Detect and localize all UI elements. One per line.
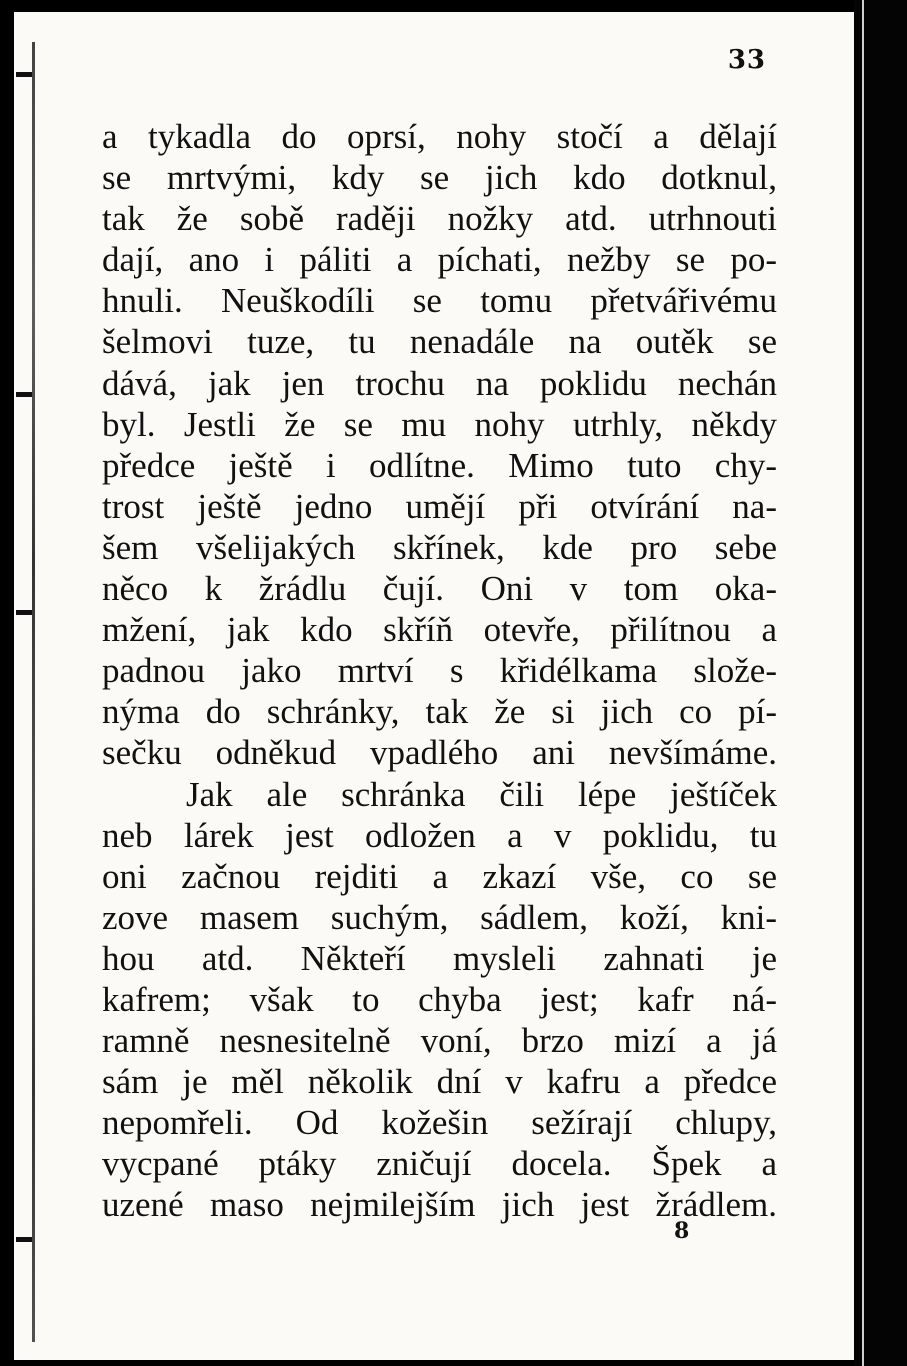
text-line: předce ještě i odlítne. Mimo tuto chy-	[102, 445, 777, 485]
text-line: vycpané ptáky zničují docela. Špek a	[102, 1144, 777, 1184]
gutter-mark	[16, 392, 32, 397]
book-page	[14, 12, 854, 1360]
text-line: dává, jak jen trochu na poklidu nechán	[102, 363, 777, 403]
text-line: tak že sobě raději nožky atd. utrhnouti	[102, 199, 777, 239]
gutter-edge	[32, 42, 35, 1342]
signature-mark: 8	[674, 1218, 690, 1244]
text-line: kafrem; však to chyba jest; kafr ná-	[102, 979, 777, 1019]
text-line: sám je měl několik dní v kafru a předce	[102, 1062, 777, 1102]
text-line: šem všelijakých skřínek, kde pro sebe	[102, 527, 777, 567]
text-line: něco k žrádlu čují. Oni v tom oka-	[102, 569, 777, 609]
text-line: a tykadla do oprsí, nohy stočí a dělají	[102, 117, 777, 156]
gutter-mark	[16, 1237, 32, 1242]
text-line: trost ještě jedno umějí při otvírání na-	[102, 486, 777, 526]
text-line: šelmovi tuze, tu nenadále na outěk se	[102, 322, 777, 362]
text-line: neb lárek jest odložen a v poklidu, tu	[102, 815, 777, 855]
text-line: nepomřeli. Od kožešin sežírají chlupy,	[102, 1103, 777, 1143]
page-number: 33	[727, 45, 766, 75]
text-line: se mrtvými, kdy se jich kdo dotknul,	[102, 158, 777, 198]
text-line: byl. Jestli že se mu nohy utrhly, někdy	[102, 404, 777, 444]
gutter-mark	[16, 72, 32, 77]
text-line: hou atd. Někteří mysleli zahnati je	[102, 938, 777, 978]
text-line: oni začnou rejditi a zkazí vše, co se	[102, 856, 777, 896]
text-line: dají, ano i páliti a píchati, nežby se po-	[102, 240, 777, 280]
text-line: mžení, jak kdo skříň otevře, přilítnou a	[102, 610, 777, 650]
scan-border-strip	[862, 0, 864, 1366]
scan-border	[854, 0, 907, 1366]
text-line: ramně nesnesitelně voní, brzo mizí a já	[102, 1021, 777, 1061]
text-line: uzené maso nejmilejším jich jest žrádlem.	[102, 1185, 777, 1225]
text-line: zove masem suchým, sádlem, koží, kni-	[102, 897, 777, 937]
text-line: nýma do schránky, tak že si jich co pí-	[102, 692, 777, 732]
text-line: sečku odněkud vpadlého ani nevšímáme.	[102, 733, 777, 773]
text-line: Jak ale schránka čili lépe ještíček	[186, 774, 777, 814]
gutter-mark	[16, 610, 32, 615]
text-line: hnuli. Neuškodíli se tomu přetvářivému	[102, 281, 777, 321]
body-text	[102, 116, 777, 1226]
text-line: padnou jako mrtví s křidélkama slože-	[102, 651, 777, 691]
